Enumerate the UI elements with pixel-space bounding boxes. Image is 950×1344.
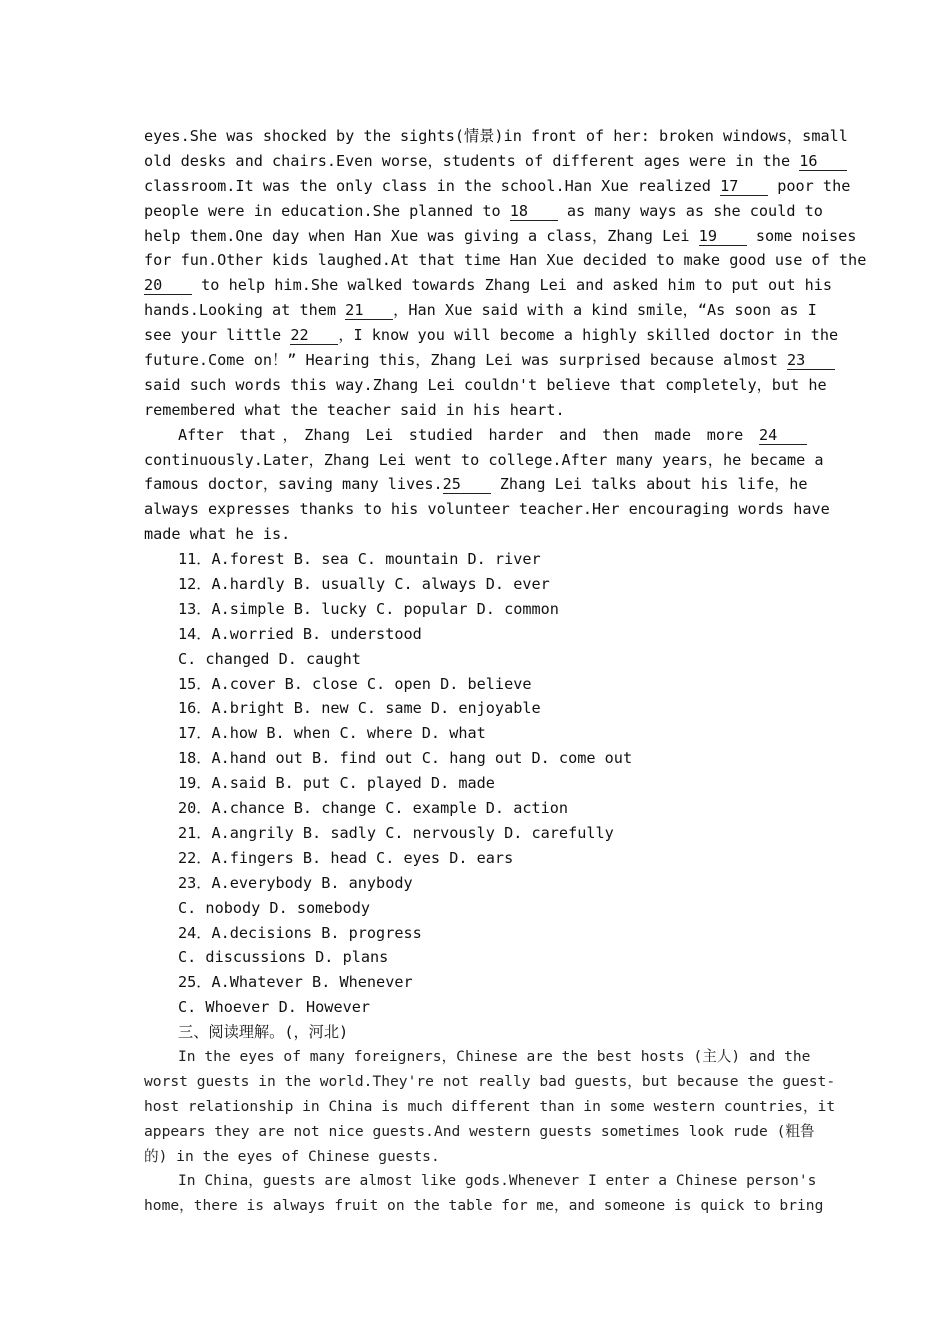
reading-line: 的) in the eyes of Chinese guests. — [144, 1147, 440, 1165]
passage-paragraph-2 — [144, 423, 830, 547]
option-line: 17．A.how B. when C. where D. what — [178, 724, 486, 743]
option-line: C. discussions D. plans — [178, 948, 389, 967]
reading-line: In the eyes of many foreigners，Chinese are the best hosts (主人) and the — [178, 1047, 811, 1065]
blank-21: 21 — [345, 301, 393, 320]
document-page — [144, 124, 867, 1219]
option-line: C. changed D. caught — [178, 649, 361, 668]
passage-line: for fun.Other kids laughed.At that time Han Xue decided to make good use of the — [144, 251, 867, 270]
passage-line: future.Come on！” Hearing this，Zhang Lei was surprised because almost 23 — [144, 348, 807, 373]
option-line: 19．A.said B. put C. played D. made — [178, 774, 495, 793]
option-line: 22．A.fingers B. head C. eyes D. ears — [178, 848, 514, 867]
blank-18: 18 — [510, 202, 558, 221]
passage-line: said such words this way.Zhang Lei couldn't believe that completely，but he — [144, 375, 827, 394]
option-line: 18．A.hand out B. find out C. hang out D. come out — [178, 749, 633, 768]
passage-line: help them.One day when Han Xue was giving a class，Zhang Lei 19 some noises — [144, 226, 857, 245]
option-line: 23．A.everybody B. anybody — [178, 873, 413, 892]
blank-19: 19 — [699, 227, 747, 246]
reading-line: home，there is always fruit on the table for me，and someone is quick to bring — [144, 1197, 824, 1215]
option-line: 25．A.Whatever B. Whenever — [178, 973, 413, 992]
passage-line: people were in education.She planned to 18 as many ways as she could to — [144, 201, 823, 220]
blank-24: 24 — [759, 426, 807, 445]
option-line: C. Whoever D. However — [178, 998, 371, 1017]
passage-paragraph-1 — [144, 124, 867, 423]
passage-line: see your little 22 ，I know you will become a highly skilled doctor in the — [144, 326, 839, 345]
option-line: 13．A.simple B. lucky C. popular D. common — [178, 599, 559, 618]
reading-line: In China，guests are almost like gods.Whenever I enter a Chinese person's — [178, 1172, 817, 1190]
passage-line: always expresses thanks to his volunteer teacher.Her encouraging words have — [144, 500, 830, 519]
reading-line: host relationship in China is much different than in some western countries，it — [144, 1097, 836, 1115]
option-line: 11．A.forest B. sea C. mountain D. river — [178, 550, 541, 569]
passage-line: old desks and chairs.Even worse，students of different ages were in the 16 — [144, 149, 807, 174]
reading-passage — [144, 1045, 836, 1219]
passage-line: continuously.Later，Zhang Lei went to college.After many years，he became a — [144, 450, 824, 469]
option-line: 14．A.worried B. understood — [178, 624, 422, 643]
reading-line: appears they are not nice guests.And western guests sometimes look rude (粗鲁 — [144, 1122, 815, 1140]
blank-16: 16 — [799, 152, 847, 171]
option-line: 16．A.bright B. new C. same D. enjoyable — [178, 699, 541, 718]
option-line: 15．A.cover B. close C. open D. believe — [178, 674, 532, 693]
option-line: 21．A.angrily B. sadly C. nervously D. carefully — [178, 823, 614, 842]
passage-line: made what he is. — [144, 525, 291, 544]
section-heading: 三、阅读理解。(，河北) — [178, 1023, 349, 1042]
passage-line: remembered what the teacher said in his heart. — [144, 400, 565, 419]
passage-line: hands.Looking at them 21 ，Han Xue said with a kind smile，“As soon as I — [144, 301, 817, 320]
blank-22: 22 — [290, 326, 338, 345]
option-line: 20．A.chance B. change C. example D. action — [178, 799, 569, 818]
passage-line: classroom.It was the only class in the school.Han Xue realized 17 poor the — [144, 176, 851, 195]
option-line: 24．A.decisions B. progress — [178, 923, 422, 942]
reading-line: worst guests in the world.They're not really bad guests，but because the guest- — [144, 1072, 836, 1090]
passage-line: After that，Zhang Lei studied harder and then made more 24 — [144, 423, 807, 448]
question-options — [144, 547, 807, 1020]
passage-line: famous doctor，saving many lives.25 Zhang Lei talks about his life，he — [144, 475, 808, 494]
option-line: 12．A.hardly B. usually C. always D. ever — [178, 575, 550, 594]
option-line: C. nobody D. somebody — [178, 898, 371, 917]
blank-17: 17 — [720, 177, 768, 196]
passage-line: eyes.She was shocked by the sights(情景)in front of her: broken windows，small — [144, 127, 848, 145]
blank-25: 25 — [443, 475, 491, 494]
blank-23: 23 — [787, 351, 835, 370]
passage-line: 20 to help him.She walked towards Zhang Lei and asked him to put out his — [144, 276, 833, 295]
blank-20: 20 — [144, 276, 192, 295]
